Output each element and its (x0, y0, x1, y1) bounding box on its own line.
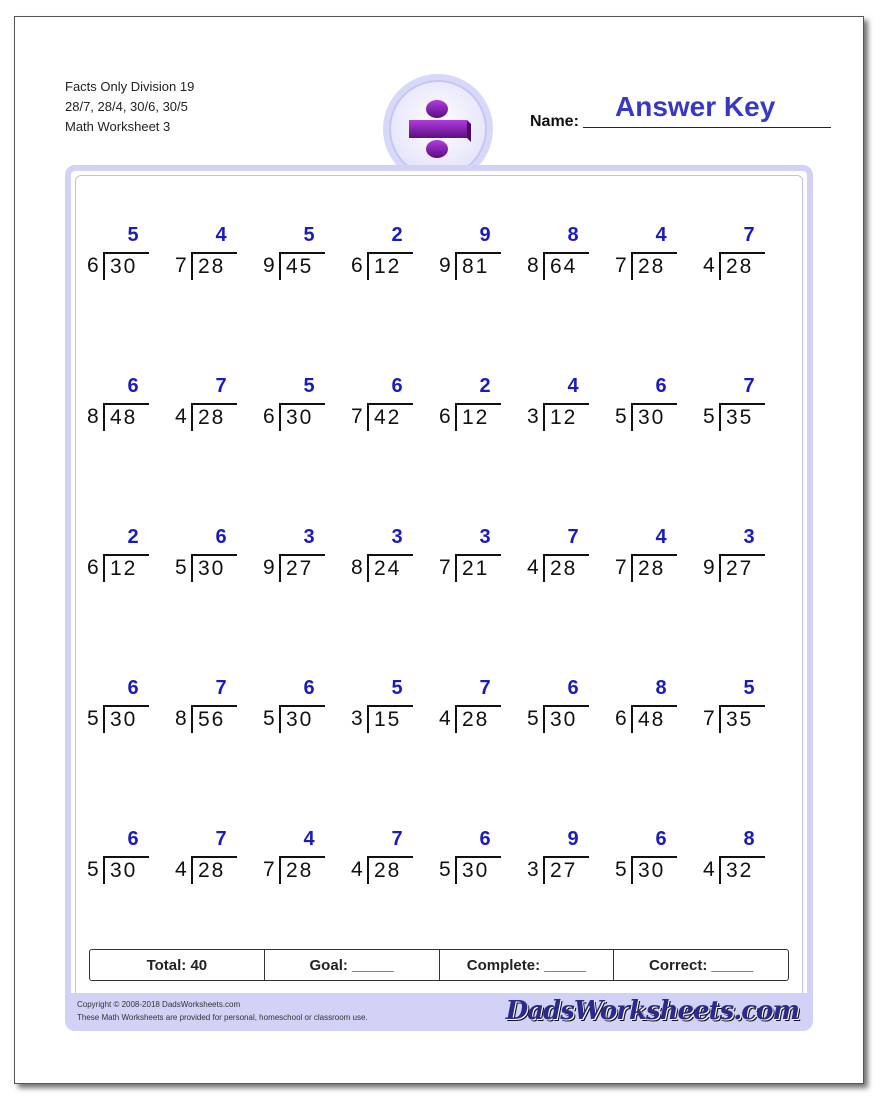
quotient: 8 (655, 677, 667, 699)
division-problem (263, 525, 333, 585)
complete-field[interactable]: Complete: _____ (440, 950, 615, 980)
quotient: 8 (743, 828, 755, 850)
quotient: 2 (127, 526, 139, 548)
dividend: 28 (279, 856, 325, 884)
worksheet-number: Math Worksheet 3 (65, 119, 171, 134)
quotient: 7 (215, 375, 227, 397)
dividend: 12 (543, 403, 589, 431)
dividend: 27 (279, 554, 325, 582)
divisor: 7 (439, 556, 451, 579)
divisor: 4 (175, 858, 187, 881)
dividend: 28 (191, 403, 237, 431)
brand-logo: DadsWorksheets.com (505, 996, 799, 1026)
divisor: 5 (615, 405, 627, 428)
usage-notice: These Math Worksheets are provided for personal, homeschool or classroom use. (77, 1013, 368, 1022)
divisor: 6 (351, 254, 363, 277)
division-problem (87, 223, 157, 283)
dividend: 64 (543, 252, 589, 280)
quotient: 3 (479, 526, 491, 548)
division-problem (175, 525, 245, 585)
quotient: 4 (655, 526, 667, 548)
division-problem (703, 223, 773, 283)
divisor: 7 (615, 556, 627, 579)
divisor: 4 (351, 858, 363, 881)
quotient: 6 (127, 828, 139, 850)
quotient: 5 (303, 375, 315, 397)
footer (65, 993, 813, 1031)
quotient: 7 (215, 677, 227, 699)
dividend: 28 (367, 856, 413, 884)
divisor: 7 (703, 707, 715, 730)
division-problem (615, 223, 685, 283)
divisor: 4 (175, 405, 187, 428)
division-problem (703, 374, 773, 434)
quotient: 4 (215, 224, 227, 246)
divisor: 3 (527, 405, 539, 428)
dividend: 56 (191, 705, 237, 733)
dividend: 12 (367, 252, 413, 280)
divisor: 4 (703, 858, 715, 881)
division-problem (87, 827, 157, 887)
division-problem (615, 676, 685, 736)
divisor: 6 (87, 556, 99, 579)
quotient: 3 (303, 526, 315, 548)
dividend: 30 (455, 856, 501, 884)
division-problem (439, 223, 509, 283)
dividend: 28 (191, 252, 237, 280)
worksheet-subtitle: 28/7, 28/4, 30/6, 30/5 (65, 99, 188, 114)
divisor: 4 (439, 707, 451, 730)
divisor: 5 (87, 858, 99, 881)
divisor: 5 (175, 556, 187, 579)
quotient: 3 (391, 526, 403, 548)
divisor: 5 (263, 707, 275, 730)
dividend: 32 (719, 856, 765, 884)
dividend: 30 (103, 856, 149, 884)
division-problem (351, 223, 421, 283)
division-problem (527, 374, 597, 434)
quotient: 7 (567, 526, 579, 548)
goal-field[interactable]: Goal: _____ (265, 950, 440, 980)
quotient: 6 (303, 677, 315, 699)
dividend: 30 (191, 554, 237, 582)
dividend: 12 (455, 403, 501, 431)
quotient: 5 (743, 677, 755, 699)
quotient: 6 (567, 677, 579, 699)
divisor: 9 (263, 556, 275, 579)
dividend: 30 (631, 856, 677, 884)
division-problem (703, 525, 773, 585)
quotient: 6 (127, 375, 139, 397)
dividend: 30 (631, 403, 677, 431)
divisor: 9 (703, 556, 715, 579)
divisor: 7 (175, 254, 187, 277)
quotient: 5 (127, 224, 139, 246)
division-problem (351, 827, 421, 887)
problem-grid (15, 17, 863, 1083)
division-problem (527, 676, 597, 736)
dividend: 28 (719, 252, 765, 280)
quotient: 3 (743, 526, 755, 548)
divisor: 4 (703, 254, 715, 277)
divisor: 5 (439, 858, 451, 881)
total-count: Total: 40 (90, 950, 265, 980)
name-label: Name: (530, 113, 579, 130)
answer-key-label: Answer Key (615, 91, 776, 122)
division-problem (87, 525, 157, 585)
quotient: 7 (743, 224, 755, 246)
divisor: 5 (527, 707, 539, 730)
quotient: 7 (215, 828, 227, 850)
division-problem (703, 676, 773, 736)
divisor: 5 (87, 707, 99, 730)
dividend: 30 (103, 705, 149, 733)
division-problem (263, 827, 333, 887)
quotient: 4 (567, 375, 579, 397)
dividend: 21 (455, 554, 501, 582)
division-problem (175, 676, 245, 736)
division-problem (615, 827, 685, 887)
divisor: 6 (439, 405, 451, 428)
divisor: 6 (263, 405, 275, 428)
division-problem (175, 223, 245, 283)
divisor: 7 (351, 405, 363, 428)
divisor: 3 (351, 707, 363, 730)
division-problem (615, 374, 685, 434)
division-problem (263, 676, 333, 736)
divisor: 7 (615, 254, 627, 277)
division-problem (175, 827, 245, 887)
score-bar (89, 949, 789, 981)
dividend: 28 (631, 554, 677, 582)
dividend: 30 (279, 403, 325, 431)
division-problem (527, 827, 597, 887)
worksheet-page (14, 16, 864, 1084)
dividend: 28 (455, 705, 501, 733)
dividend: 27 (543, 856, 589, 884)
division-problem (703, 827, 773, 887)
dividend: 45 (279, 252, 325, 280)
dividend: 24 (367, 554, 413, 582)
divisor: 7 (263, 858, 275, 881)
division-problem (439, 525, 509, 585)
dividend: 28 (543, 554, 589, 582)
dividend: 30 (279, 705, 325, 733)
quotient: 6 (391, 375, 403, 397)
dividend: 30 (543, 705, 589, 733)
quotient: 6 (655, 828, 667, 850)
division-problem (527, 223, 597, 283)
divisor: 9 (439, 254, 451, 277)
quotient: 7 (391, 828, 403, 850)
dividend: 35 (719, 705, 765, 733)
worksheet-title: Facts Only Division 19 (65, 79, 195, 94)
divisor: 6 (87, 254, 99, 277)
divisor: 8 (87, 405, 99, 428)
dividend: 12 (103, 554, 149, 582)
quotient: 6 (215, 526, 227, 548)
quotient: 9 (479, 224, 491, 246)
copyright-text: Copyright © 2008-2018 DadsWorksheets.com (77, 1000, 241, 1009)
divisor: 5 (703, 405, 715, 428)
divisor: 4 (527, 556, 539, 579)
quotient: 9 (567, 828, 579, 850)
division-problem (439, 374, 509, 434)
dividend: 35 (719, 403, 765, 431)
division-problem (439, 827, 509, 887)
division-problem (175, 374, 245, 434)
division-problem (87, 374, 157, 434)
dividend: 28 (191, 856, 237, 884)
dividend: 27 (719, 554, 765, 582)
dividend: 28 (631, 252, 677, 280)
divisor: 8 (527, 254, 539, 277)
quotient: 5 (391, 677, 403, 699)
divisor: 3 (527, 858, 539, 881)
division-problem (263, 223, 333, 283)
division-problem (351, 374, 421, 434)
quotient: 6 (479, 828, 491, 850)
quotient: 6 (655, 375, 667, 397)
quotient: 5 (303, 224, 315, 246)
quotient: 6 (127, 677, 139, 699)
divisor: 8 (175, 707, 187, 730)
division-problem (263, 374, 333, 434)
dividend: 30 (103, 252, 149, 280)
quotient: 8 (567, 224, 579, 246)
division-problem (615, 525, 685, 585)
dividend: 48 (631, 705, 677, 733)
quotient: 4 (303, 828, 315, 850)
division-problem (87, 676, 157, 736)
division-problem (439, 676, 509, 736)
dividend: 81 (455, 252, 501, 280)
division-problem (527, 525, 597, 585)
divisor: 5 (615, 858, 627, 881)
dividend: 48 (103, 403, 149, 431)
quotient: 2 (479, 375, 491, 397)
correct-field[interactable]: Correct: _____ (649, 956, 754, 974)
divisor: 8 (351, 556, 363, 579)
quotient: 4 (655, 224, 667, 246)
quotient: 7 (743, 375, 755, 397)
dividend: 42 (367, 403, 413, 431)
divisor: 6 (615, 707, 627, 730)
quotient: 7 (479, 677, 491, 699)
dividend: 15 (367, 705, 413, 733)
quotient: 2 (391, 224, 403, 246)
divisor: 9 (263, 254, 275, 277)
division-problem (351, 525, 421, 585)
division-problem (351, 676, 421, 736)
